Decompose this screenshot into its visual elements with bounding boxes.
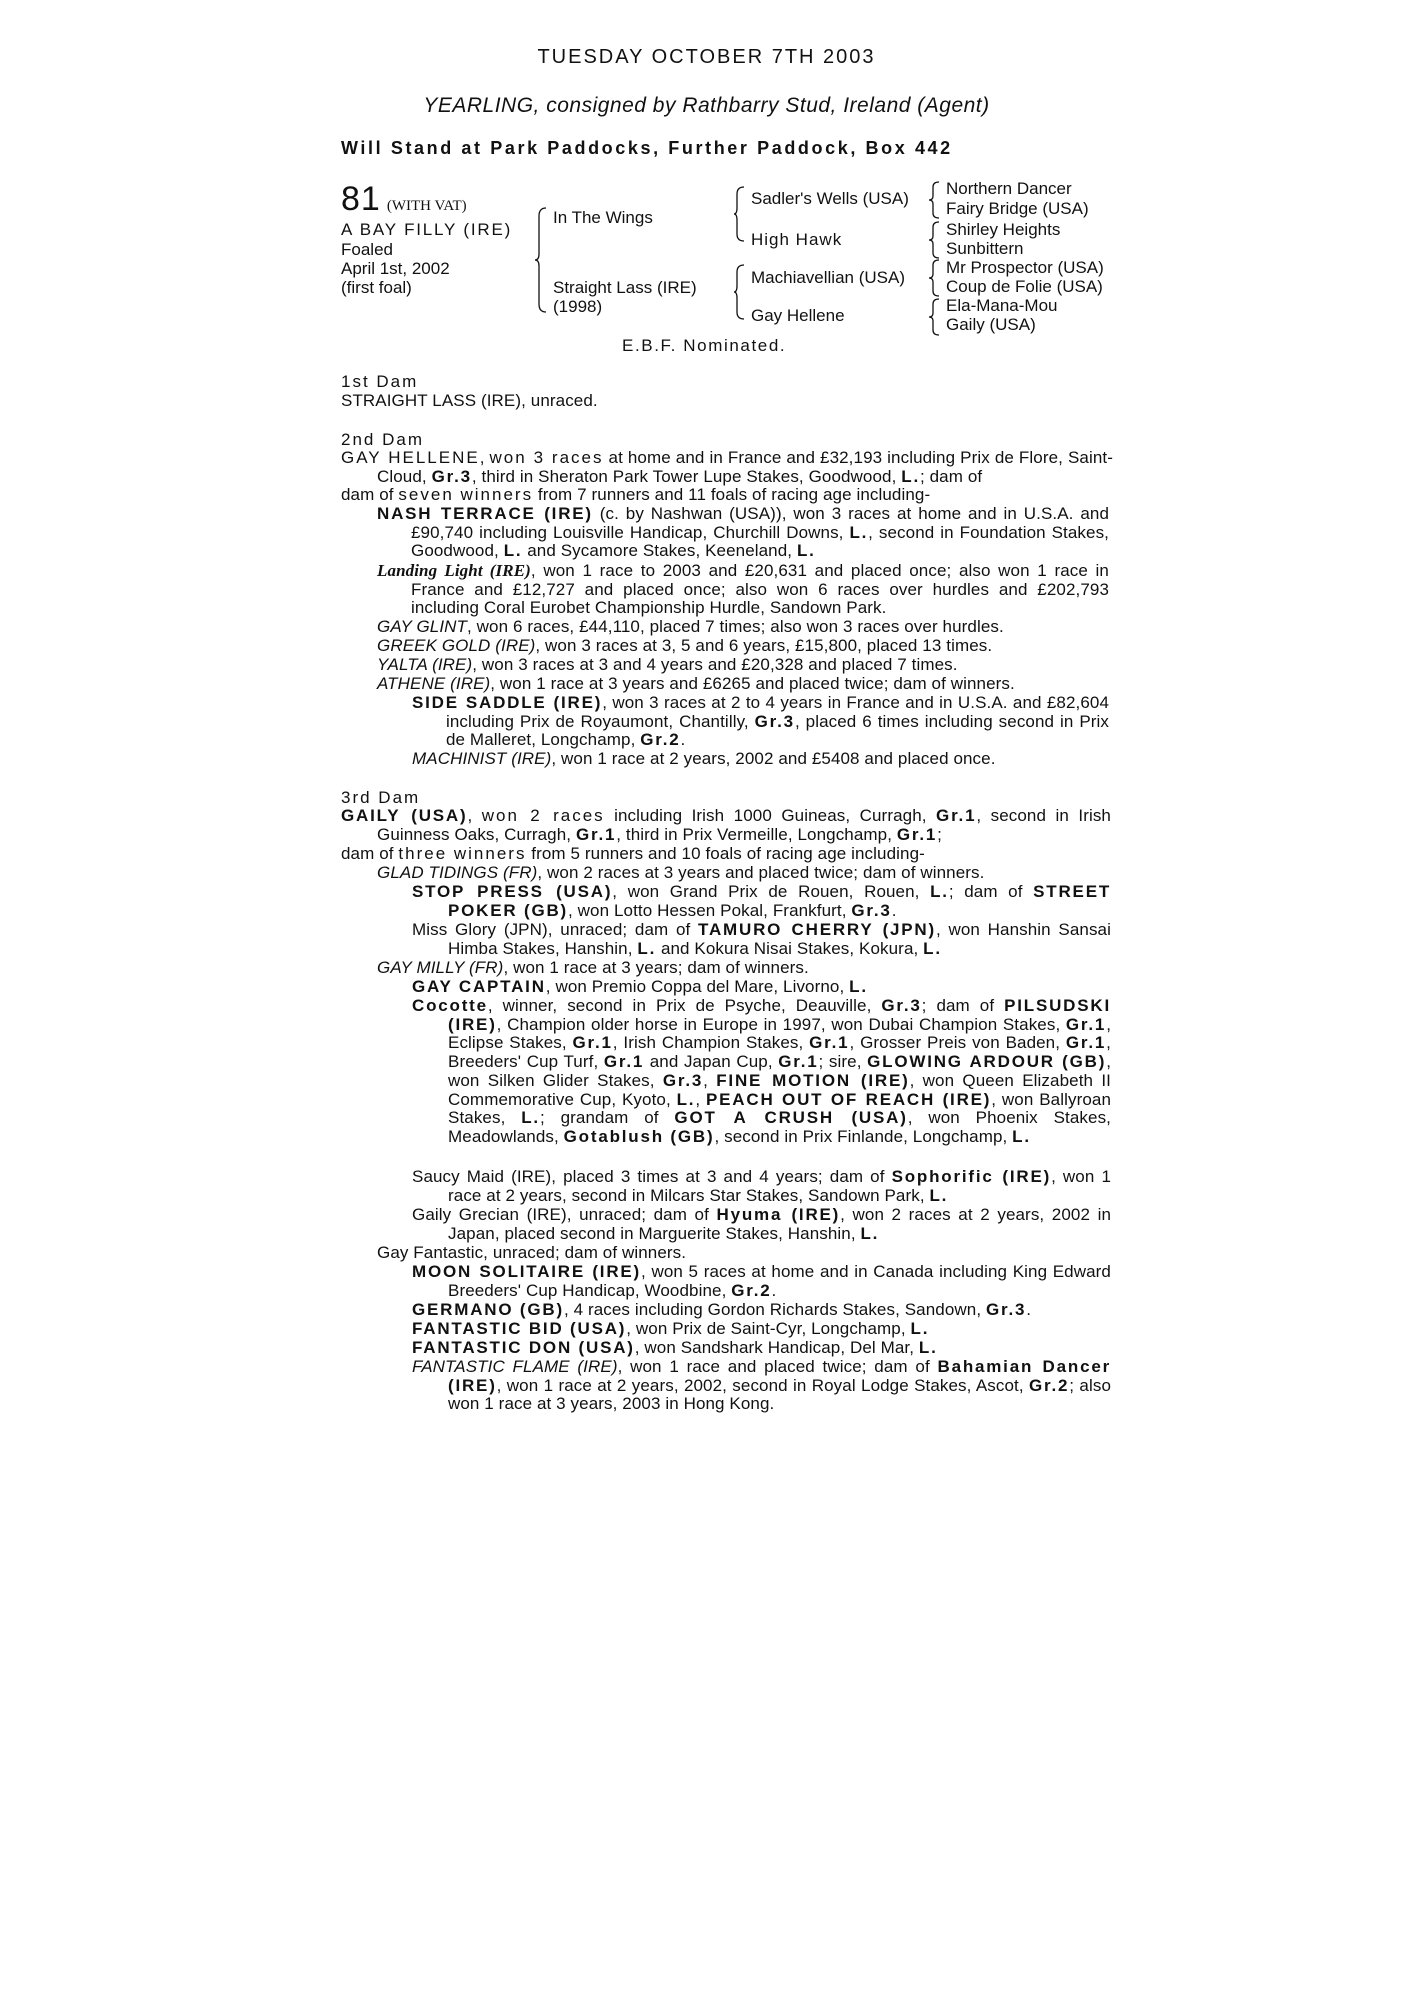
consignment-line: YEARLING, consigned by Rathbarry Stud, Ireland (Agent) [423,94,990,117]
pedigree-ggp-3: Shirley Heights [946,220,1061,239]
pedigree-ggp-2: Fairy Bridge (USA) [946,199,1089,218]
pedigree-sire-dam: High Hawk [751,230,843,249]
pedigree-sire: In The Wings [553,208,653,227]
pedigree-brace-ggp-4 [928,298,942,336]
gay-captain-entry: GAY CAPTAIN, won Premio Coppa del Mare, Livorno, L. [412,977,868,996]
dam-name: GAY HELLENE [341,448,480,467]
fantastic-bid-entry: FANTASTIC BID (USA), won Prix de Saint-Cyr, Longchamp, L. [412,1319,930,1338]
pedigree-dam-year: (1998) [553,297,603,316]
saucy-maid-entry: Saucy Maid (IRE), placed 3 times at 3 and 4 years; dam of Sophorific (IRE), won 1 race at 2 years, second in Milcars Star Stakes, Sandown Park, L. [412,1167,1111,1205]
moon-solitaire-entry: MOON SOLITAIRE (IRE), won 5 races at home and in Canada including King Edward Breeders' Cup Handicap, Woodbine, Gr.2. [412,1262,1111,1300]
gay-fantastic-entry: Gay Fantastic, unraced; dam of winners. [377,1243,687,1262]
sale-date: TUESDAY OCTOBER 7TH 2003 [537,46,876,68]
lot-number: 81 [341,180,381,218]
stabling-location: Will Stand at Park Paddocks, Further Paddock, Box 442 [341,138,953,158]
pedigree-dam: Straight Lass (IRE) [553,278,697,297]
pedigree-sire-sire: Sadler's Wells (USA) [751,189,909,208]
nash-terrace-entry: NASH TERRACE (IRE) (c. by Nashwan (USA)), won 3 races at home and in U.S.A. and £90,740 including Louisville Handicap, Churchill Downs, L., second in Foundation Stakes, Goodwood, L. and Sycamore Stakes, Keeneland, L. [377,504,1110,561]
athene-entry: ATHENE (IRE), won 1 race at 3 years and £6265 and placed twice; dam of winners. [377,674,1015,693]
pedigree-brace-ggp-1 [928,181,942,219]
landing-light-entry: Landing Light (IRE), won 1 race to 2003 and £20,631 and placed once; also won 1 race in France and £12,727 and placed once; also won 6 races over hurdles and £202,793 including Coral Eurobet Championship Hurdle, Sandown Park. [377,561,1109,618]
pedigree-ggp-5: Mr Prospector (USA) [946,258,1104,277]
pedigree-brace-ggp-2 [928,221,942,259]
pedigree-ggp-7: Ela-Mana-Mou [946,296,1058,315]
machinist-entry: MACHINIST (IRE), won 1 race at 2 years, 2002 and £5408 and placed once. [412,749,996,768]
miss-glory-entry: Miss Glory (JPN), unraced; dam of TAMURO CHERRY (JPN), won Hanshin Sansai Himba Stakes, Hanshin, L. and Kokura Nisai Stakes, Kokura, L. [412,920,1111,958]
first-dam-text: STRAIGHT LASS (IRE), unraced. [341,391,598,410]
gay-hellene-progeny-summary: dam of seven winners from 7 runners and 11 foals of racing age including- [341,485,931,504]
germano-entry: GERMANO (GB), 4 races including Gordon Richards Stakes, Sandown, Gr.3. [412,1300,1032,1319]
gay-hellene-entry: GAY HELLENE, won 3 races at home and in France and £32,193 including Prix de Flore, Saint-Cloud, Gr.3, third in Sheraton Park Tower Lupe Stakes, Goodwood, L.; dam of [341,448,1113,486]
pedigree-brace-ggp-3 [928,259,942,297]
foaled-date: April 1st, 2002 [341,259,450,278]
pedigree-brace-sire [733,186,747,244]
pedigree-brace-main [534,206,550,314]
side-saddle-entry: SIDE SADDLE (IRE), won 3 races at 2 to 4 years in France and in U.S.A. and £82,604 including Prix de Royaumont, Chantilly, Gr.3, placed 6 times including second in Prix de Malleret, Longchamp, Gr.2. [412,693,1110,750]
gay-glint-entry: GAY GLINT, won 6 races, £44,110, placed 7 times; also won 3 races over hurdles. [377,617,1004,636]
ebf-nomination: E.B.F. Nominated. [622,336,787,355]
foaled-label: Foaled [341,240,393,259]
pedigree-ggp-4: Sunbittern [946,239,1024,258]
gaily-entry: GAILY (USA), won 2 races including Irish 1000 Guineas, Curragh, Gr.1, second in Irish Guinness Oaks, Curragh, Gr.1, third in Prix Vermeille, Longchamp, Gr.1; [341,806,1111,844]
horse-name: A BAY FILLY (IRE) [341,220,513,239]
pedigree-dam-dam: Gay Hellene [751,306,845,325]
vat-note: (WITH VAT) [386,198,467,214]
pedigree-ggp-1: Northern Dancer [946,179,1072,198]
stop-press-entry: STOP PRESS (USA), won Grand Prix de Rouen, Rouen, L.; dam of STREET POKER (GB), won Lotto Hessen Pokal, Frankfurt, Gr.3. [412,882,1112,920]
gaily-grecian-entry: Gaily Grecian (IRE), unraced; dam of Hyuma (IRE), won 2 races at 2 years, 2002 in Japan, placed second in Marguerite Stakes, Hanshin, L. [412,1205,1112,1243]
third-dam-heading: 3rd Dam [341,788,421,807]
second-dam-heading: 2nd Dam [341,430,424,449]
gaily-progeny-summary: dam of three winners from 5 runners and 10 foals of racing age including- [341,844,925,863]
fantastic-flame-entry: FANTASTIC FLAME (IRE), won 1 race and placed twice; dam of Bahamian Dancer (IRE), won 1 race at 2 years, 2002, second in Royal Lodge Stakes, Ascot, Gr.2; also won 1 race at 3 years, 2003 in Hong Kong. [412,1357,1111,1414]
yalta-entry: YALTA (IRE), won 3 races at 3 and 4 years and £20,328 and placed 7 times. [377,655,958,674]
fantastic-don-entry: FANTASTIC DON (USA), won Sandshark Handicap, Del Mar, L. [412,1338,938,1357]
foal-note: (first foal) [341,278,412,297]
gay-milly-entry: GAY MILLY (FR), won 1 race at 3 years; dam of winners. [377,958,809,977]
first-dam-heading: 1st Dam [341,372,419,391]
pedigree-ggp-6: Coup de Folie (USA) [946,277,1103,296]
greek-gold-entry: GREEK GOLD (IRE), won 3 races at 3, 5 and 6 years, £15,800, placed 13 times. [377,636,993,655]
glad-tidings-entry: GLAD TIDINGS (FR), won 2 races at 3 years and placed twice; dam of winners. [377,863,985,882]
pedigree-brace-dam [733,264,747,322]
pedigree-ggp-8: Gaily (USA) [946,315,1036,334]
lot-heading [341,180,467,219]
pedigree-dam-sire: Machiavellian (USA) [751,268,905,287]
cocotte-entry: Cocotte, winner, second in Prix de Psyche, Deauville, Gr.3; dam of PILSUDSKI (IRE), Champion older horse in Europe in 1997, won Dubai Champion Stakes, Gr.1, Eclipse Stakes, Gr.1, Irish Champion Stakes, Gr.1, Grosser Preis von Baden, Gr.1, Breeders' Cup Turf, Gr.1 and Japan Cup, Gr.1; sire, GLOWING ARDOUR (GB), won Silken Glider Stakes, Gr.3, FINE MOTION (IRE), won Queen Elizabeth II Commemorative Cup, Kyoto, L., PEACH OUT OF REACH (IRE), won Ballyroan Stakes, L.; grandam of GOT A CRUSH (USA), won Phoenix Stakes, Meadowlands, Gotablush (GB), second in Prix Finlande, Longchamp, L. [412,996,1112,1146]
